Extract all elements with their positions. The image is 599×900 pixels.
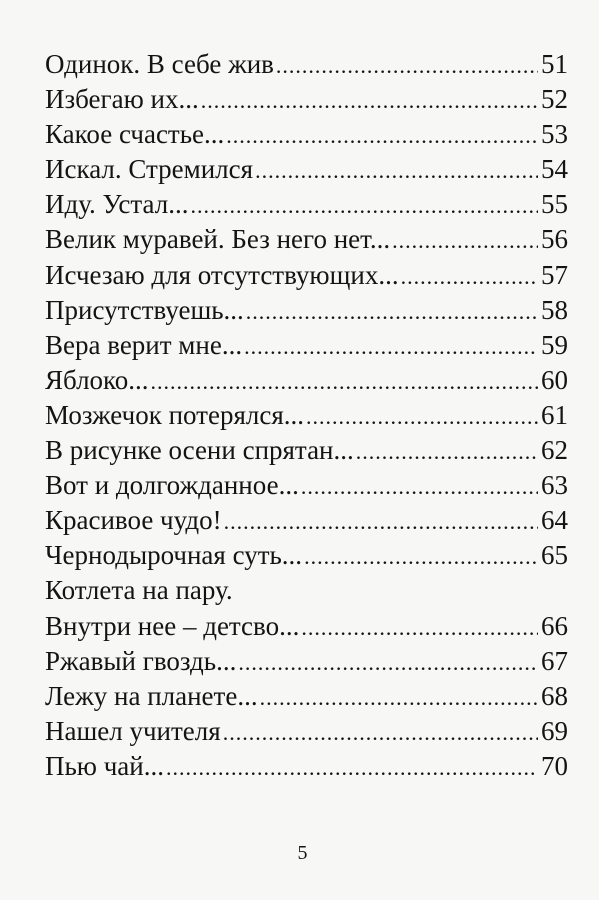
toc-entry-title: Котлета на пару. — [45, 575, 233, 606]
toc-entry — [45, 609, 568, 644]
toc-entry-page: 51 — [541, 49, 568, 79]
toc-entry — [45, 644, 568, 679]
toc-entry — [45, 117, 568, 152]
toc-entry — [45, 293, 568, 328]
toc-entry — [45, 538, 568, 573]
toc-entry-title: Искал. Стремился — [45, 154, 254, 185]
toc-entry — [45, 749, 568, 784]
toc-entry — [45, 468, 568, 503]
dot-leader — [238, 645, 538, 680]
toc-entry-title: Вот и долгожданное... — [45, 470, 299, 501]
dot-leader — [246, 294, 538, 329]
toc-entry-page: 53 — [541, 119, 568, 150]
toc-entry-title: Пью чай... — [45, 750, 164, 781]
toc-entry-page: 55 — [541, 189, 568, 220]
toc-entry-title: Одинок. В себе жив — [45, 49, 274, 79]
toc-entry — [45, 187, 568, 222]
toc-entry-title: Велик муравей. Без него нет... — [45, 224, 391, 255]
toc-entry-page: 62 — [541, 435, 568, 466]
toc-entry-page: 52 — [541, 84, 568, 115]
dot-leader — [401, 259, 538, 294]
toc-entry-title: Нашел учителя — [45, 715, 221, 746]
toc-entry-page: 65 — [541, 540, 568, 571]
toc-entry-page: 58 — [541, 294, 568, 325]
toc-entry — [45, 714, 568, 749]
dot-leader — [356, 434, 538, 469]
toc-entry — [45, 398, 568, 433]
toc-entry-title: Иду. Устал... — [45, 189, 189, 220]
toc-entry — [45, 433, 568, 468]
toc-entry-page: 69 — [541, 715, 568, 746]
toc-entry-title: Мозжечок потерялся... — [45, 399, 304, 430]
dot-leader — [224, 504, 538, 539]
dot-leader — [392, 223, 538, 258]
toc-entry-page: 60 — [541, 364, 568, 395]
toc-entry — [45, 222, 568, 257]
toc-entry-title: Ржавый гвоздь... — [45, 645, 237, 676]
toc-entry — [45, 152, 568, 187]
toc-entry — [45, 503, 568, 538]
toc-entry-page: 57 — [541, 259, 568, 290]
toc-entry — [45, 47, 568, 82]
toc-entry-title: Какое счастье... — [45, 119, 225, 150]
toc-entry-page: 54 — [541, 154, 568, 185]
dot-leader — [201, 83, 538, 118]
dot-leader — [255, 153, 538, 188]
toc-entry-title: Вера верит мне... — [45, 329, 243, 360]
dot-leader — [301, 469, 538, 504]
toc-entry-page: 70 — [541, 750, 568, 781]
dot-leader — [190, 188, 538, 223]
toc-entry — [45, 82, 568, 117]
toc-entry-page: 63 — [541, 470, 568, 501]
dot-leader — [260, 680, 538, 715]
dot-leader — [301, 610, 538, 645]
toc-entry — [45, 573, 568, 608]
toc-entry — [45, 258, 568, 293]
toc-entry-page: 67 — [541, 645, 568, 676]
toc-entry — [45, 679, 568, 714]
dot-leader — [151, 364, 538, 399]
toc-entry-title: Красивое чудо! — [45, 505, 222, 536]
toc-entry — [45, 363, 568, 398]
dot-leader — [276, 48, 538, 83]
toc-entry-title: Лежу на планете... — [45, 680, 258, 711]
toc-entry-page: 64 — [541, 505, 568, 536]
toc-entry-page: 56 — [541, 224, 568, 255]
table-of-contents — [45, 47, 568, 784]
dot-leader — [304, 539, 538, 574]
toc-entry-page: 59 — [541, 329, 568, 360]
toc-entry-title: Яблоко... — [45, 364, 149, 395]
toc-entry-page: 68 — [541, 680, 568, 711]
toc-entry-title: Присутствуешь... — [45, 294, 244, 325]
dot-leader — [226, 118, 538, 153]
dot-leader — [166, 750, 538, 785]
toc-entry-title: Чернодырочная суть... — [45, 540, 303, 571]
toc-entry-title: В рисунке осени спрятан... — [45, 435, 354, 466]
toc-entry-title: Внутри нее – детсво... — [45, 610, 300, 641]
toc-entry-title: Исчезаю для отсутствующих... — [45, 259, 399, 290]
toc-entry-page: 61 — [541, 399, 568, 430]
toc-entry-title: Избегаю их... — [45, 84, 199, 115]
toc-entry-page: 66 — [541, 610, 568, 641]
page-number: 5 — [297, 842, 308, 864]
toc-entry — [45, 328, 568, 363]
dot-leader — [244, 329, 538, 364]
dot-leader — [223, 715, 538, 750]
dot-leader — [306, 399, 538, 434]
